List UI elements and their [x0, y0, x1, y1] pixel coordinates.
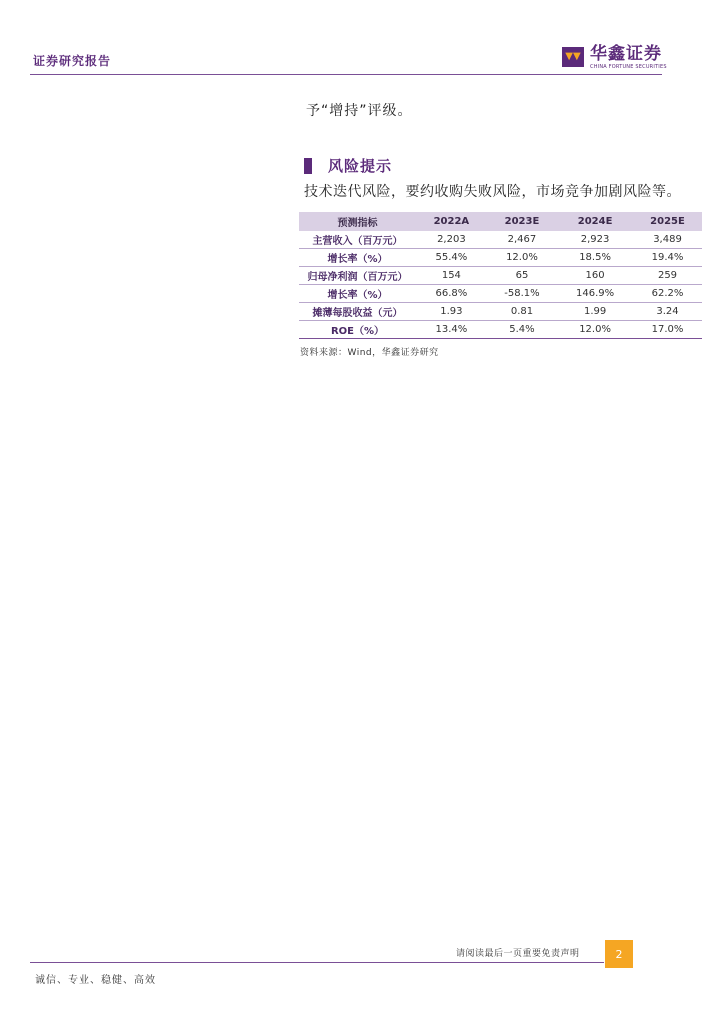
column-header: 2025E	[633, 212, 702, 231]
risk-heading-label: 风险提示	[328, 157, 393, 175]
table-header-row	[299, 212, 702, 231]
table-row	[299, 231, 702, 249]
company-logo	[562, 45, 667, 70]
table-cell: -58.1%	[487, 285, 557, 303]
table-cell: 65	[487, 267, 557, 285]
column-header: 2023E	[487, 212, 557, 231]
report-header-title: 证券研究报告	[33, 54, 112, 68]
row-label: 主营收入（百万元）	[299, 231, 416, 249]
row-label: 增长率（%）	[299, 249, 416, 267]
footer-divider	[30, 962, 604, 963]
table-cell: 146.9%	[557, 285, 633, 303]
table-cell: 154	[416, 267, 487, 285]
table-cell: 3,489	[633, 231, 702, 249]
table-cell: 5.4%	[487, 321, 557, 339]
table-cell: 1.93	[416, 303, 487, 321]
table-row	[299, 249, 702, 267]
table-row	[299, 285, 702, 303]
logo-english-name: CHINA FORTUNE SECURITIES	[590, 64, 667, 70]
table-row	[299, 267, 702, 285]
table-cell: 1.99	[557, 303, 633, 321]
risk-paragraph: 技术迭代风险，要约收购失败风险，市场竞争加剧风险等。	[304, 184, 681, 200]
table-cell: 19.4%	[633, 249, 702, 267]
table-cell: 17.0%	[633, 321, 702, 339]
header-divider	[30, 74, 662, 75]
column-header: 2024E	[557, 212, 633, 231]
logo-mark-icon: ▼▼	[562, 47, 584, 67]
risk-section-heading	[304, 155, 392, 176]
logo-chinese-name: 华鑫证券	[590, 44, 662, 64]
row-label: 摊薄每股收益（元）	[299, 303, 416, 321]
table-cell: 18.5%	[557, 249, 633, 267]
row-label: ROE（%）	[299, 321, 416, 339]
disclaimer-notice: 请阅读最后一页重要免责声明	[456, 949, 580, 959]
page-number: 2	[605, 940, 633, 968]
table-cell: 2,467	[487, 231, 557, 249]
row-label: 归母净利润（百万元）	[299, 267, 416, 285]
table-source-note: 资料来源：Wind，华鑫证券研究	[300, 348, 439, 358]
table-cell: 259	[633, 267, 702, 285]
column-header: 预测指标	[299, 212, 416, 231]
forecast-table	[299, 212, 702, 339]
table-cell: 160	[557, 267, 633, 285]
table-cell: 66.8%	[416, 285, 487, 303]
table-cell: 12.0%	[487, 249, 557, 267]
column-header: 2022A	[416, 212, 487, 231]
table-row	[299, 303, 702, 321]
table-row	[299, 321, 702, 339]
company-motto: 诚信、专业、稳健、高效	[35, 975, 156, 986]
table-cell: 62.2%	[633, 285, 702, 303]
table-cell: 13.4%	[416, 321, 487, 339]
table-cell: 3.24	[633, 303, 702, 321]
section-marker-icon	[304, 158, 312, 174]
row-label: 增长率（%）	[299, 285, 416, 303]
table-cell: 12.0%	[557, 321, 633, 339]
table-cell: 55.4%	[416, 249, 487, 267]
table-cell: 2,923	[557, 231, 633, 249]
table-cell: 0.81	[487, 303, 557, 321]
table-cell: 2,203	[416, 231, 487, 249]
rating-paragraph: 予“增持”评级。	[306, 103, 413, 119]
